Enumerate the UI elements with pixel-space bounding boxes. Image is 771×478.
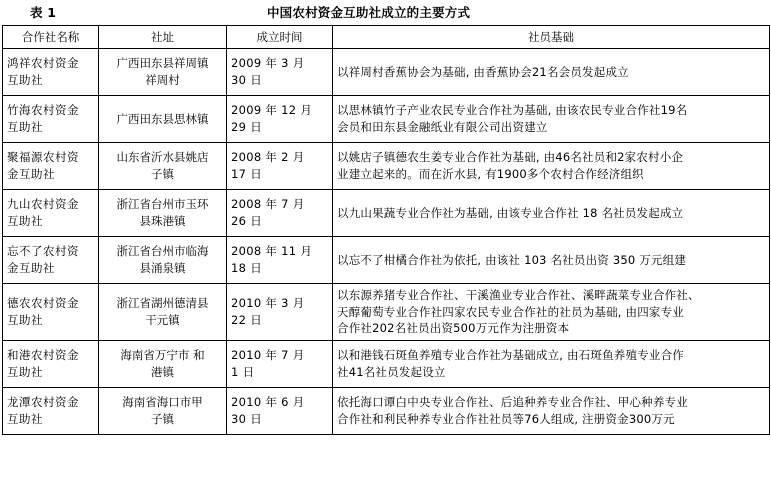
cell-address: 山东省沂水县姚店 子镇	[99, 143, 227, 190]
cell-date: 2008 年 2 月 17 日	[227, 143, 333, 190]
cell-coop-name: 鸿祥农村资金 互助社	[3, 49, 99, 96]
column-header-basis: 社员基础	[333, 26, 770, 49]
table-row	[3, 190, 770, 237]
cell-address: 浙江省台州市临海 县涌泉镇	[99, 237, 227, 284]
table-row	[3, 143, 770, 190]
table-row	[3, 49, 770, 96]
cell-basis: 以祥周村香蕉协会为基础, 由香蕉协会21名会员发起成立	[333, 49, 770, 96]
table-row	[3, 96, 770, 143]
cell-date: 2010 年 6 月 30 日	[227, 388, 333, 435]
table-row	[3, 388, 770, 435]
table-body	[3, 49, 770, 435]
table-caption	[0, 0, 771, 25]
cell-basis: 以忘不了柑橘合作社为依托, 由该社 103 名社员出资 350 万元组建	[333, 237, 770, 284]
cell-address: 浙江省湖州德清县 干元镇	[99, 284, 227, 341]
cell-coop-name: 九山农村资金 互助社	[3, 190, 99, 237]
cell-basis: 以思林镇竹子产业农民专业合作社为基础, 由该农民专业合作社19名 会员和田东县金融纸业有限公司出资建立	[333, 96, 770, 143]
column-header-date: 成立时间	[227, 26, 333, 49]
cell-coop-name: 聚福源农村资 金互助社	[3, 143, 99, 190]
table-row	[3, 341, 770, 388]
table-row	[3, 237, 770, 284]
cell-date: 2009 年 12 月 29 日	[227, 96, 333, 143]
cell-basis: 以姚店子镇德农生姜专业合作社为基础, 由46名社员和2家农村小企 业建立起来的。而在沂水县, 有1900多个农村合作经济组织	[333, 143, 770, 190]
table-header-row	[3, 26, 770, 49]
table-caption-title: 中国农村资金互助社成立的主要方式	[266, 5, 471, 20]
column-header-address: 社址	[99, 26, 227, 49]
main-table	[2, 25, 770, 435]
cell-address: 广西田东县祥周镇 祥周村	[99, 49, 227, 96]
cell-date: 2008 年 11 月 18 日	[227, 237, 333, 284]
cell-basis: 以东源养猪专业合作社、干溪渔业专业合作社、溪畔蔬菜专业合作社、 天醇葡萄专业合作社四家农民专业合作社的社员为基础, 由四家专业 合作社202名社员出资500万元作为注册资本	[333, 284, 770, 341]
cell-coop-name: 和港农村资金 互助社	[3, 341, 99, 388]
cell-address: 海南省万宁市 和 港镇	[99, 341, 227, 388]
cell-address: 海南省海口市甲 子镇	[99, 388, 227, 435]
table-caption-label: 表 1	[30, 5, 57, 20]
cell-address: 浙江省台州市玉环 县珠港镇	[99, 190, 227, 237]
cell-address: 广西田东县思林镇	[99, 96, 227, 143]
table-row	[3, 284, 770, 341]
cell-basis: 依托海口谭白中央专业合作社、后追种养专业合作社、甲心种养专业 合作社和利民种养专业合作社社员等76人组成, 注册资金300万元	[333, 388, 770, 435]
cell-date: 2009 年 3 月 30 日	[227, 49, 333, 96]
cell-basis: 以和港钱石斑鱼养殖专业合作社为基础成立, 由石斑鱼养殖专业合作 社41名社员发起设立	[333, 341, 770, 388]
cell-coop-name: 德农农村资金 互助社	[3, 284, 99, 341]
column-header-name: 合作社名称	[3, 26, 99, 49]
cell-basis: 以九山果蔬专业合作社为基础, 由该专业合作社 18 名社员发起成立	[333, 190, 770, 237]
cell-coop-name: 忘不了农村资 金互助社	[3, 237, 99, 284]
cell-coop-name: 龙潭农村资金 互助社	[3, 388, 99, 435]
cell-date: 2008 年 7 月 26 日	[227, 190, 333, 237]
cell-date: 2010 年 7 月 1 日	[227, 341, 333, 388]
cell-date: 2010 年 3 月 22 日	[227, 284, 333, 341]
cell-coop-name: 竹海农村资金 互助社	[3, 96, 99, 143]
